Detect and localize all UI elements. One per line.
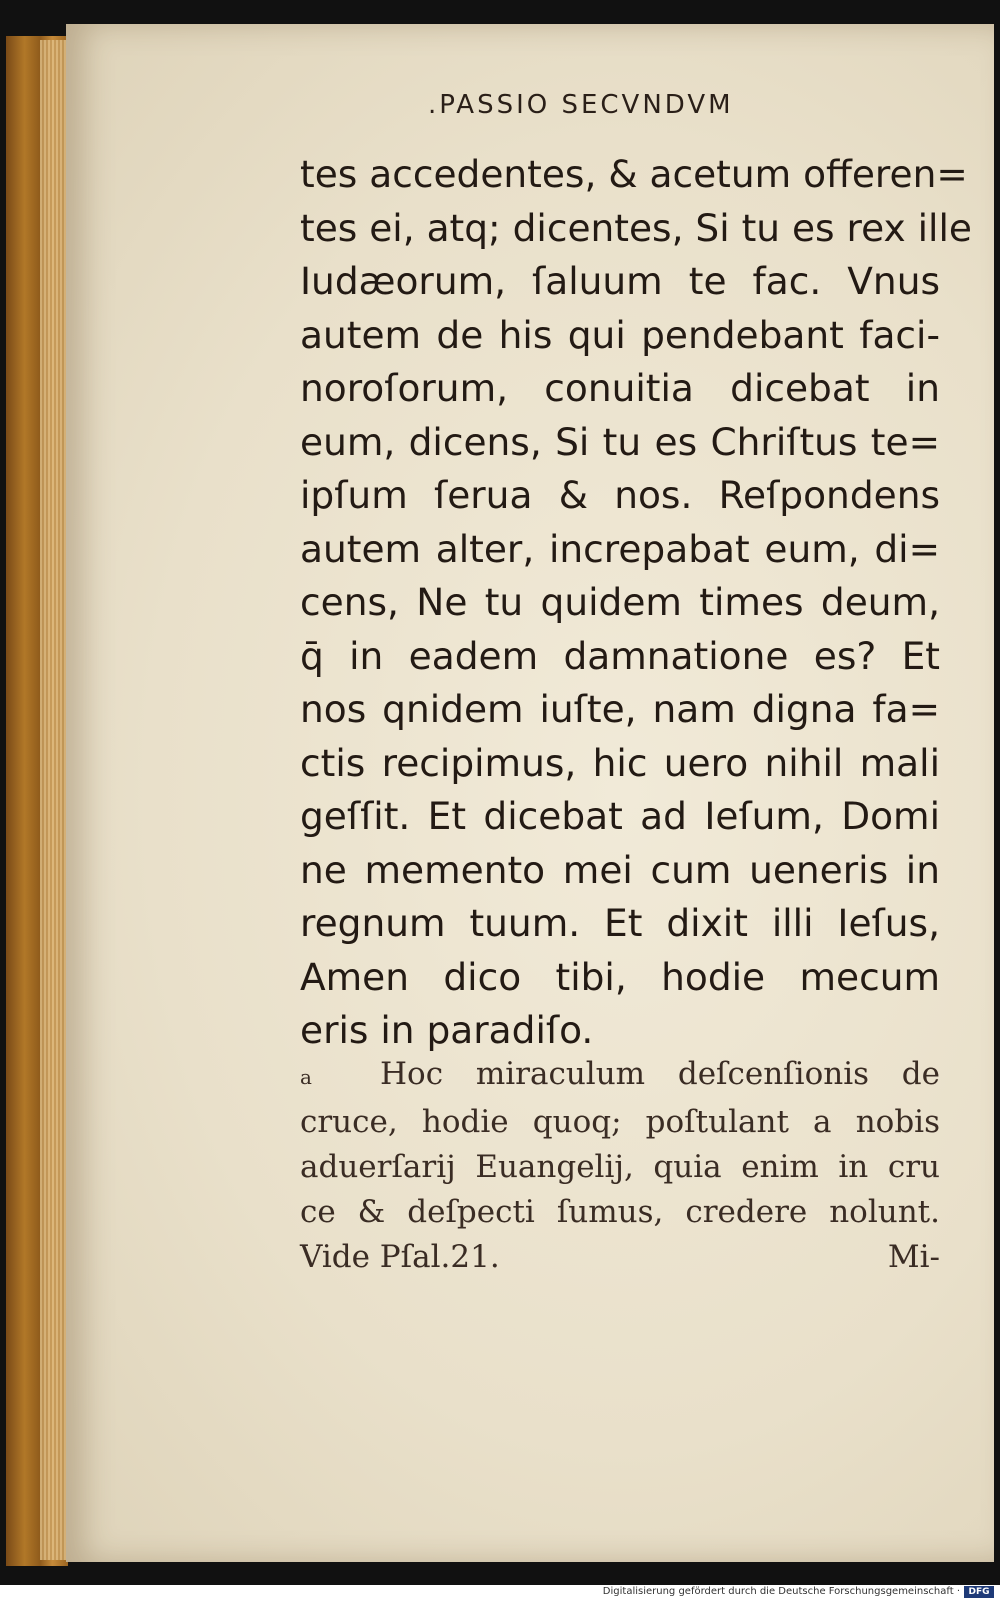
text-line: eris in paradiſo. — [300, 1008, 594, 1052]
commentary-line: cruce, hodie quoq; poſtulant a nobis — [300, 1104, 940, 1140]
commentary-line: aduerſarij Euangelij, quia enim in cru — [300, 1149, 940, 1185]
text-line: autem alter, increpabat eum, di= — [300, 526, 940, 571]
text-line: ctis recipimus, hic uero nihil mali — [300, 740, 940, 785]
text-line: ne memento mei cum ueneris in — [300, 847, 940, 892]
text-line: Iudæorum, ſaluum te fac. Vnus — [300, 259, 940, 303]
text-line: nos qnidem iuſte, nam digna fa= — [300, 687, 940, 731]
commentary-block — [300, 1052, 940, 1280]
catchword: Mi- — [887, 1239, 940, 1275]
text-line: eum, dicens, Si tu es Chriſtus te= — [300, 419, 940, 464]
text-line: Amen dico tibi, hodie mecum — [300, 954, 940, 999]
scripture-reference: Vide Pſal.21. — [300, 1239, 500, 1275]
running-head: .PASSIO SECVNDVM — [428, 90, 734, 120]
dfg-logo: DFG — [964, 1586, 994, 1598]
text-line: regnum tuum. Et dixit illi Ieſus, — [300, 901, 940, 945]
commentary-footer — [300, 1235, 940, 1280]
text-line: noroſorum, conuitia dicebat in — [300, 366, 940, 410]
commentary-line: ce & deſpecti ſumus, credere nolunt. — [300, 1194, 940, 1230]
note-marker: a — [300, 1065, 312, 1089]
commentary-line-text: Hoc miraculum deſcenſionis de — [380, 1056, 940, 1092]
text-line: tes ei, atq; dicentes, Si tu es rex ille — [300, 205, 972, 250]
text-line: q̄ in eadem damnatione es? Et — [300, 633, 940, 678]
text-line: cens, Ne tu quidem times deum, — [300, 580, 940, 624]
text-line: autem de his qui pendebant faci- — [300, 312, 940, 357]
page-edges — [40, 40, 68, 1560]
text-line: ipſum ſerua & nos. Reſpondens — [300, 473, 940, 517]
text-line: tes accedentes, & acetum offeren= — [300, 152, 968, 196]
credit-text: Digitalisierung gefördert durch die Deutsche Forschungsgemeinschaft · — [602, 1586, 960, 1597]
text-line: geſſit. Et dicebat ad Ieſum, Domi — [300, 794, 940, 838]
commentary-line — [300, 1052, 940, 1100]
main-text — [300, 148, 972, 1058]
